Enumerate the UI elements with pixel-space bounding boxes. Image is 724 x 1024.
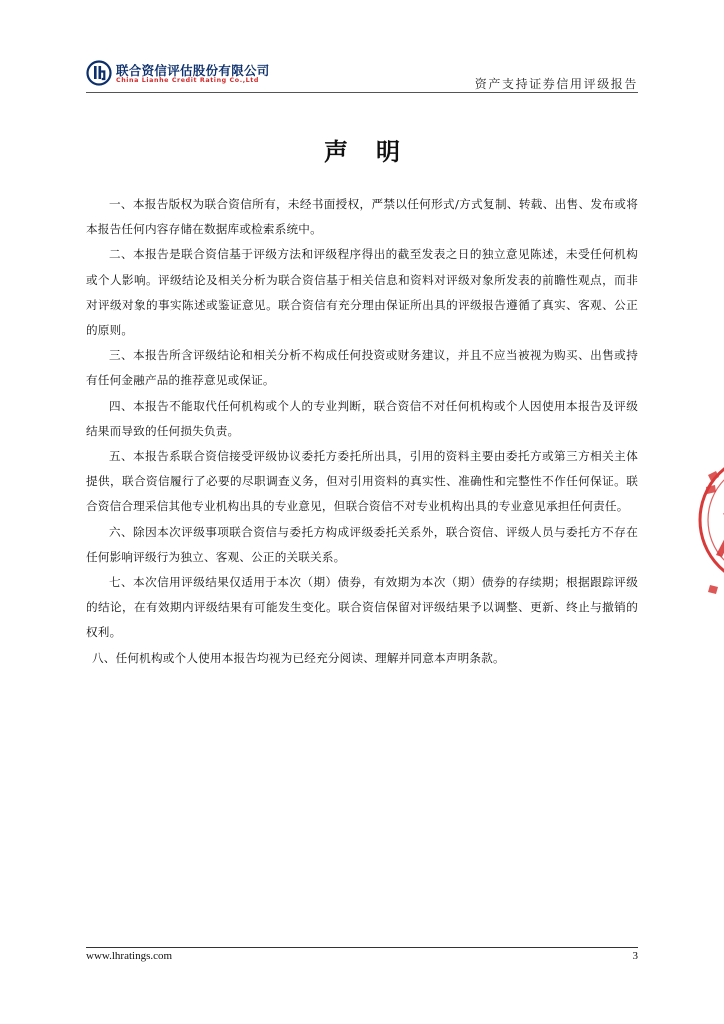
header-divider xyxy=(86,92,638,93)
website-url: www.lhratings.com xyxy=(86,950,173,962)
footer-divider xyxy=(86,947,638,948)
report-type-label: 资产支持证券信用评级报告 xyxy=(474,77,638,91)
statement-paragraph-8: 八、任何机构或个人使用本报告均视为已经充分阅读、理解并同意本声明条款。 xyxy=(92,650,505,665)
statement-paragraph-1: 一、本报告版权为联合资信所有，未经书面授权，严禁以任何形式/方式复制、转载、出售、发布或将本报告任何内容存储在数据库或检索系统中。 xyxy=(86,197,638,237)
statement-paragraph-7: 七、本次信用评级结果仅适用于本次（期）债券，有效期为本次（期）债券的存续期；根据跟踪评级的结论，在有效期内评级结果有可能发生变化。联合资信保留对评级结果予以调整、更新、终止与撤销的权利。 xyxy=(86,575,638,640)
page-number: 3 xyxy=(632,950,638,962)
statement-paragraph-2: 二、本报告是联合资信基于评级方法和评级程序得出的截至发表之日的独立意见陈述，未受任何机构或个人影响。评级结论及相关分析为联合资信基于相关信息和资料对评级对象所发表的前瞻性观点，而非对评级对象的事实陈述或鉴证意见。联合资信有充分理由保证所出具的评级报告遵循了真实、客观、公正的原则。 xyxy=(86,247,638,338)
statement-paragraph-6: 六、除因本次评级事项联合资信与委托方构成评级委托关系外，联合资信、评级人员与委托方不存在任何影响评级行为独立、客观、公正的关联关系。 xyxy=(86,524,638,564)
statement-paragraph-3: 三、本报告所含评级结论和相关分析不构成任何投资或财务建议，并且不应当被视为购买、出售或持有任何金融产品的推荐意见或保证。 xyxy=(86,348,638,388)
company-logo xyxy=(86,60,276,94)
lianhe-logo-icon xyxy=(86,60,112,86)
statement-paragraph-4: 四、本报告不能取代任何机构或个人的专业判断，联合资信不对任何机构或个人因使用本报告及评级结果而导致的任何损失负责。 xyxy=(86,398,638,438)
company-name-cn: 联合资信评估股份有限公司 xyxy=(116,63,270,78)
statement-paragraph-5: 五、本报告系联合资信接受评级协议委托方委托所出具，引用的资料主要由委托方或第三方相关主体提供，联合资信履行了必要的尽职调查义务，但对引用资料的真实性、准确性和完整性不作任何保证。联合资信合理采信其他专业机构出具的专业意见，但联合资信不对专业机构出具的专业意见承担任何责任。 xyxy=(86,449,638,514)
red-seal-stamp xyxy=(694,435,724,605)
company-name-en: China Lianhe Credit Rating Co.,Ltd xyxy=(116,77,260,84)
statement-body xyxy=(86,192,638,671)
page-title: 声明 xyxy=(324,137,428,166)
